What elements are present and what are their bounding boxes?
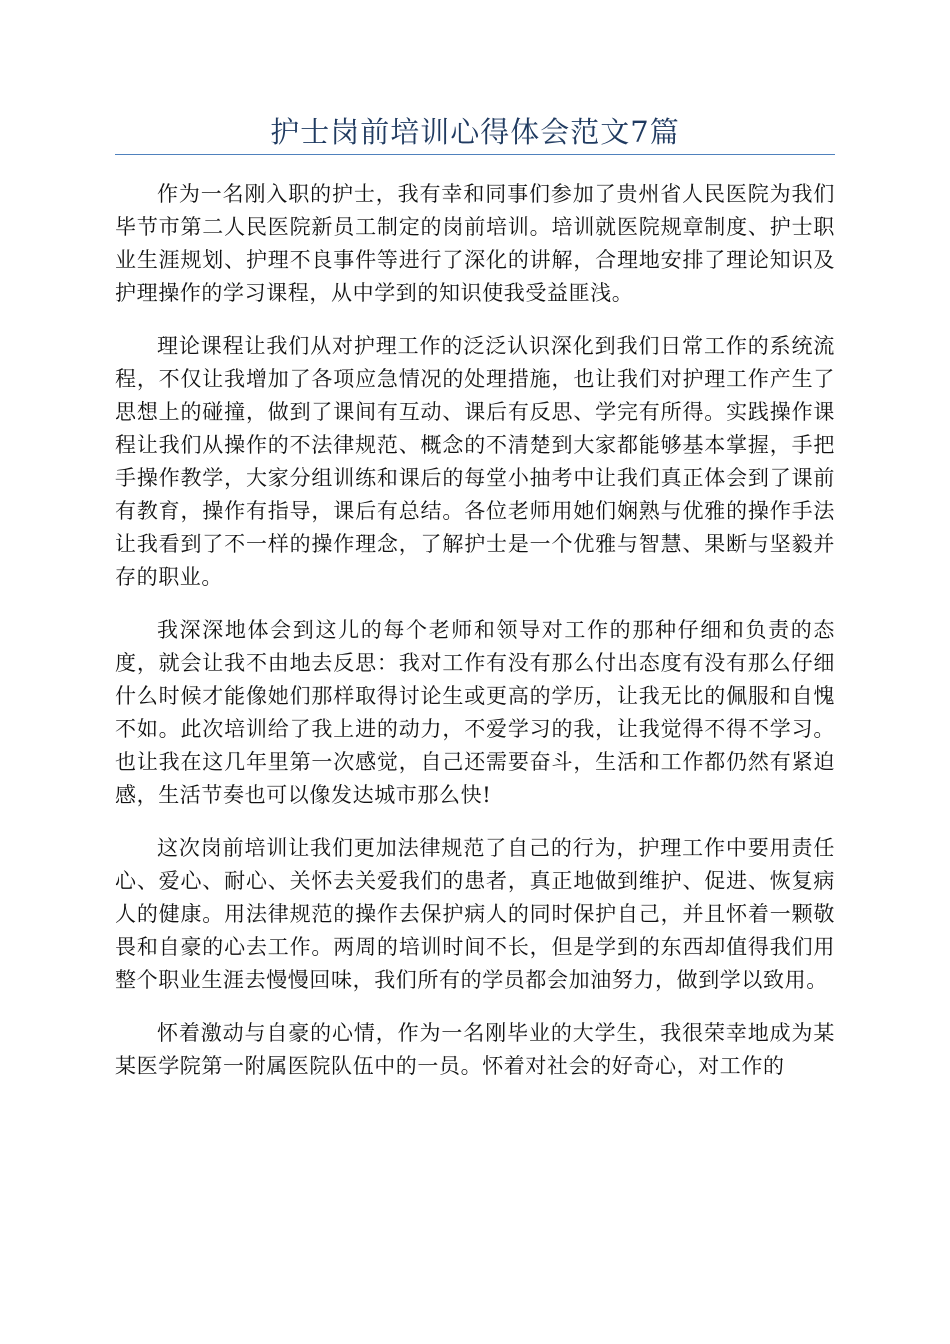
document-body	[115, 178, 835, 1103]
title-underline	[115, 154, 835, 155]
document-title: 护士岗前培训心得体会范文7篇	[270, 115, 680, 149]
paragraph-5: 怀着激动与自豪的心情，作为一名刚毕业的大学生，我很荣幸地成为某某医学院第一附属医院队伍中的一员。怀着对社会的好奇心，对工作的	[115, 1021, 835, 1078]
paragraph-2: 理论课程让我们从对护理工作的泛泛认识深化到我们日常工作的系统流程，不仅让我增加了各项应急情况的处理措施，也让我们对护理工作产生了思想上的碰撞，做到了课间有互动、课后有反思、学完有所得。实践操作课程让我们从操作的不法律规范、概念的不清楚到大家都能够基本掌握，手把手操作教学，大家分组训练和课后的每堂小抽考中让我们真正体会到了课前有教育，操作有指导，课后有总结。各位老师用她们娴熟与优雅的操作手法让我看到了不一样的操作理念，了解护士是一个优雅与智慧、果断与坚毅并存的职业。	[115, 334, 835, 589]
paragraph-4: 这次岗前培训让我们更加法律规范了自己的行为，护理工作中要用责任心、爱心、耐心、关怀去关爱我们的患者，真正地做到维护、促进、恢复病人的健康。用法律规范的操作去保护病人的同时保护自己，并且怀着一颗敬畏和自豪的心去工作。两周的培训时间不长，但是学到的东西却值得我们用整个职业生涯去慢慢回味，我们所有的学员都会加油努力，做到学以致用。	[115, 836, 835, 992]
paragraph-1: 作为一名刚入职的护士，我有幸和同事们参加了贵州省人民医院为我们毕节市第二人民医院新员工制定的岗前培训。培训就医院规章制度、护士职业生涯规划、护理不良事件等进行了深化的讲解，合理地安排了理论知识及护理操作的学习课程，从中学到的知识使我受益匪浅。	[115, 182, 835, 305]
paragraph-3: 我深深地体会到这儿的每个老师和领导对工作的那种仔细和负责的态度，就会让我不由地去反思：我对工作有没有那么付出态度有没有那么仔细什么时候才能像她们那样取得讨论生或更高的学历，让我无比的佩服和自愧不如。此次培训给了我上进的动力，不爱学习的我，让我觉得不得不学习。也让我在这几年里第一次感觉，自己还需要奋斗，生活和工作都仍然有紧迫感，生活节奏也可以像发达城市那么快!	[115, 618, 835, 807]
